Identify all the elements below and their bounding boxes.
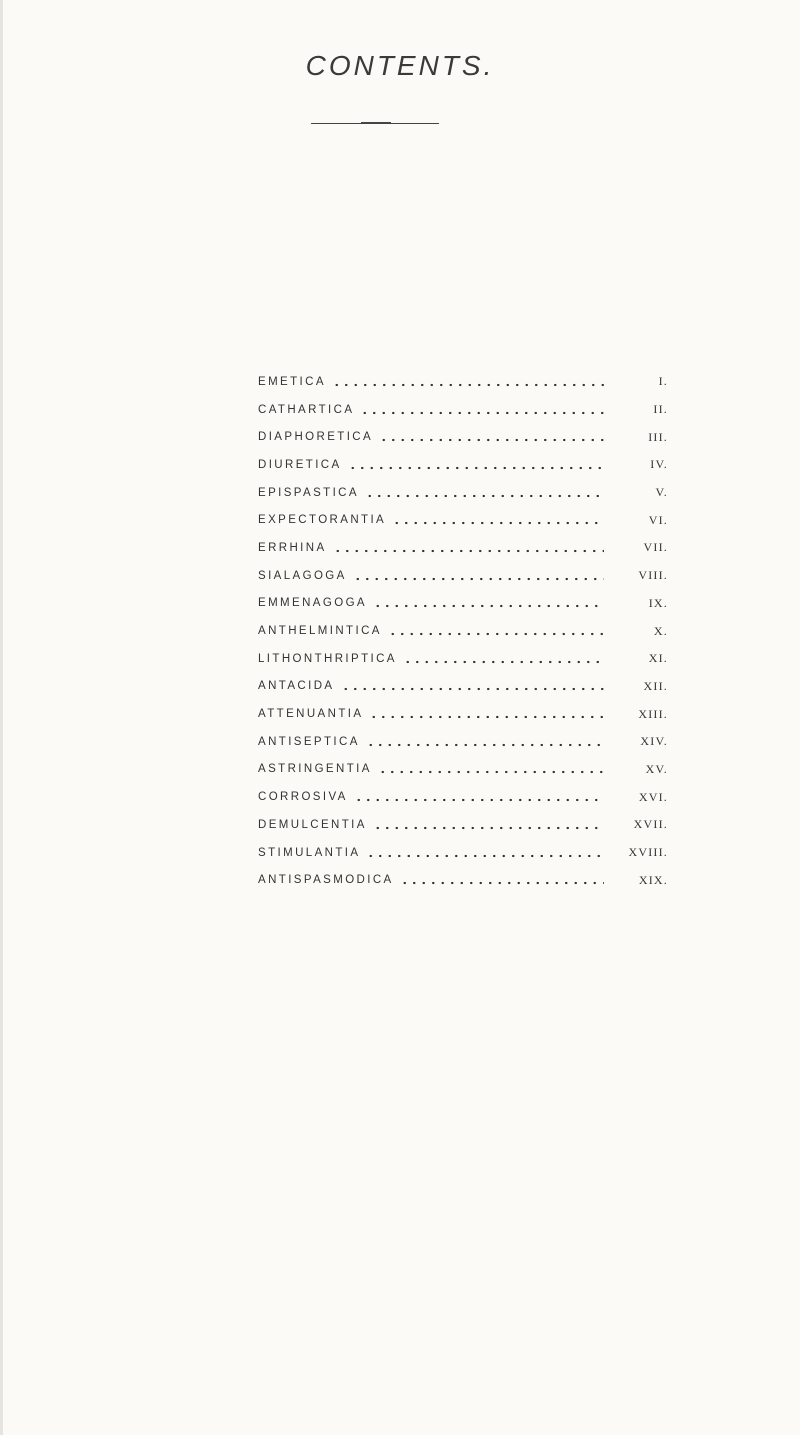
dot-leader	[379, 435, 604, 445]
entry-label: STIMULANTIA	[258, 847, 366, 859]
toc-entry	[258, 368, 668, 396]
entry-number: VIII.	[638, 568, 668, 583]
entry-number: III.	[648, 429, 668, 444]
entry-label: ANTISEPTICA	[258, 736, 366, 748]
entry-number: XVIII.	[628, 845, 668, 860]
entry-number: XV.	[645, 761, 668, 776]
entry-label: DEMULCENTIA	[258, 819, 373, 831]
toc-entry	[258, 645, 668, 673]
page-title: CONTENTS.	[305, 50, 495, 81]
entry-label: SIALAGOGA	[258, 570, 353, 582]
dot-leader	[360, 408, 604, 418]
entry-number: XVII.	[633, 817, 668, 832]
table-of-contents	[258, 368, 668, 894]
toc-entry	[258, 562, 668, 590]
dot-leader	[365, 491, 604, 501]
toc-entry	[258, 534, 668, 562]
entry-label: EPISPASTICA	[258, 487, 365, 499]
dot-leader	[400, 878, 604, 888]
entry-number: X.	[653, 623, 668, 638]
toc-entry	[258, 783, 668, 811]
dot-leader	[378, 767, 604, 777]
dot-leader	[366, 851, 604, 861]
dot-leader	[392, 518, 604, 528]
toc-entry	[258, 506, 668, 534]
entry-label: CATHARTICA	[258, 404, 360, 416]
toc-entry	[258, 617, 668, 645]
entry-number: VII.	[643, 540, 668, 555]
entry-label: EXPECTORANTIA	[258, 514, 392, 526]
page-edge	[0, 0, 3, 1435]
entry-number: XIX.	[638, 872, 668, 887]
entry-number: IX.	[648, 595, 668, 610]
toc-entry	[258, 451, 668, 479]
dot-leader	[354, 795, 604, 805]
toc-entry	[258, 700, 668, 728]
entry-label: EMMENAGOGA	[258, 597, 373, 609]
entry-label: DIAPHORETICA	[258, 431, 379, 443]
toc-entry	[258, 728, 668, 756]
dot-leader	[403, 657, 604, 667]
dot-leader	[341, 684, 605, 694]
entry-number: V.	[655, 485, 668, 500]
entry-number: II.	[653, 402, 668, 417]
entry-number: XVI.	[638, 789, 668, 804]
dot-leader	[366, 740, 604, 750]
dot-leader	[373, 823, 604, 833]
title-rule	[311, 123, 439, 124]
entry-number: XI.	[648, 651, 668, 666]
entry-label: DIURETICA	[258, 459, 348, 471]
toc-entry	[258, 839, 668, 867]
toc-entry	[258, 673, 668, 701]
dot-leader	[369, 712, 604, 722]
toc-entry	[258, 423, 668, 451]
entry-number: XIII.	[638, 706, 668, 721]
dot-leader	[353, 574, 604, 584]
toc-entry	[258, 396, 668, 424]
dot-leader	[333, 546, 604, 556]
entry-number: I.	[658, 374, 668, 389]
entry-number: XIV.	[640, 734, 668, 749]
dot-leader	[348, 463, 604, 473]
toc-entry	[258, 866, 668, 894]
entry-number: VI.	[648, 512, 668, 527]
dot-leader	[388, 629, 604, 639]
toc-entry	[258, 479, 668, 507]
entry-number: XII.	[643, 678, 668, 693]
entry-number: IV.	[650, 457, 668, 472]
toc-entry	[258, 756, 668, 784]
entry-label: ATTENUANTIA	[258, 708, 369, 720]
dot-leader	[332, 380, 604, 390]
entry-label: ANTISPASMODICA	[258, 874, 400, 886]
entry-label: LITHONTHRIPTICA	[258, 653, 403, 665]
entry-label: CORROSIVA	[258, 791, 354, 803]
toc-entry	[258, 590, 668, 618]
toc-entry	[258, 811, 668, 839]
entry-label: EMETICA	[258, 376, 332, 388]
entry-label: ASTRINGENTIA	[258, 763, 378, 775]
dot-leader	[373, 601, 604, 611]
entry-label: ERRHINA	[258, 542, 333, 554]
entry-label: ANTHELMINTICA	[258, 625, 388, 637]
entry-label: ANTACIDA	[258, 680, 341, 692]
